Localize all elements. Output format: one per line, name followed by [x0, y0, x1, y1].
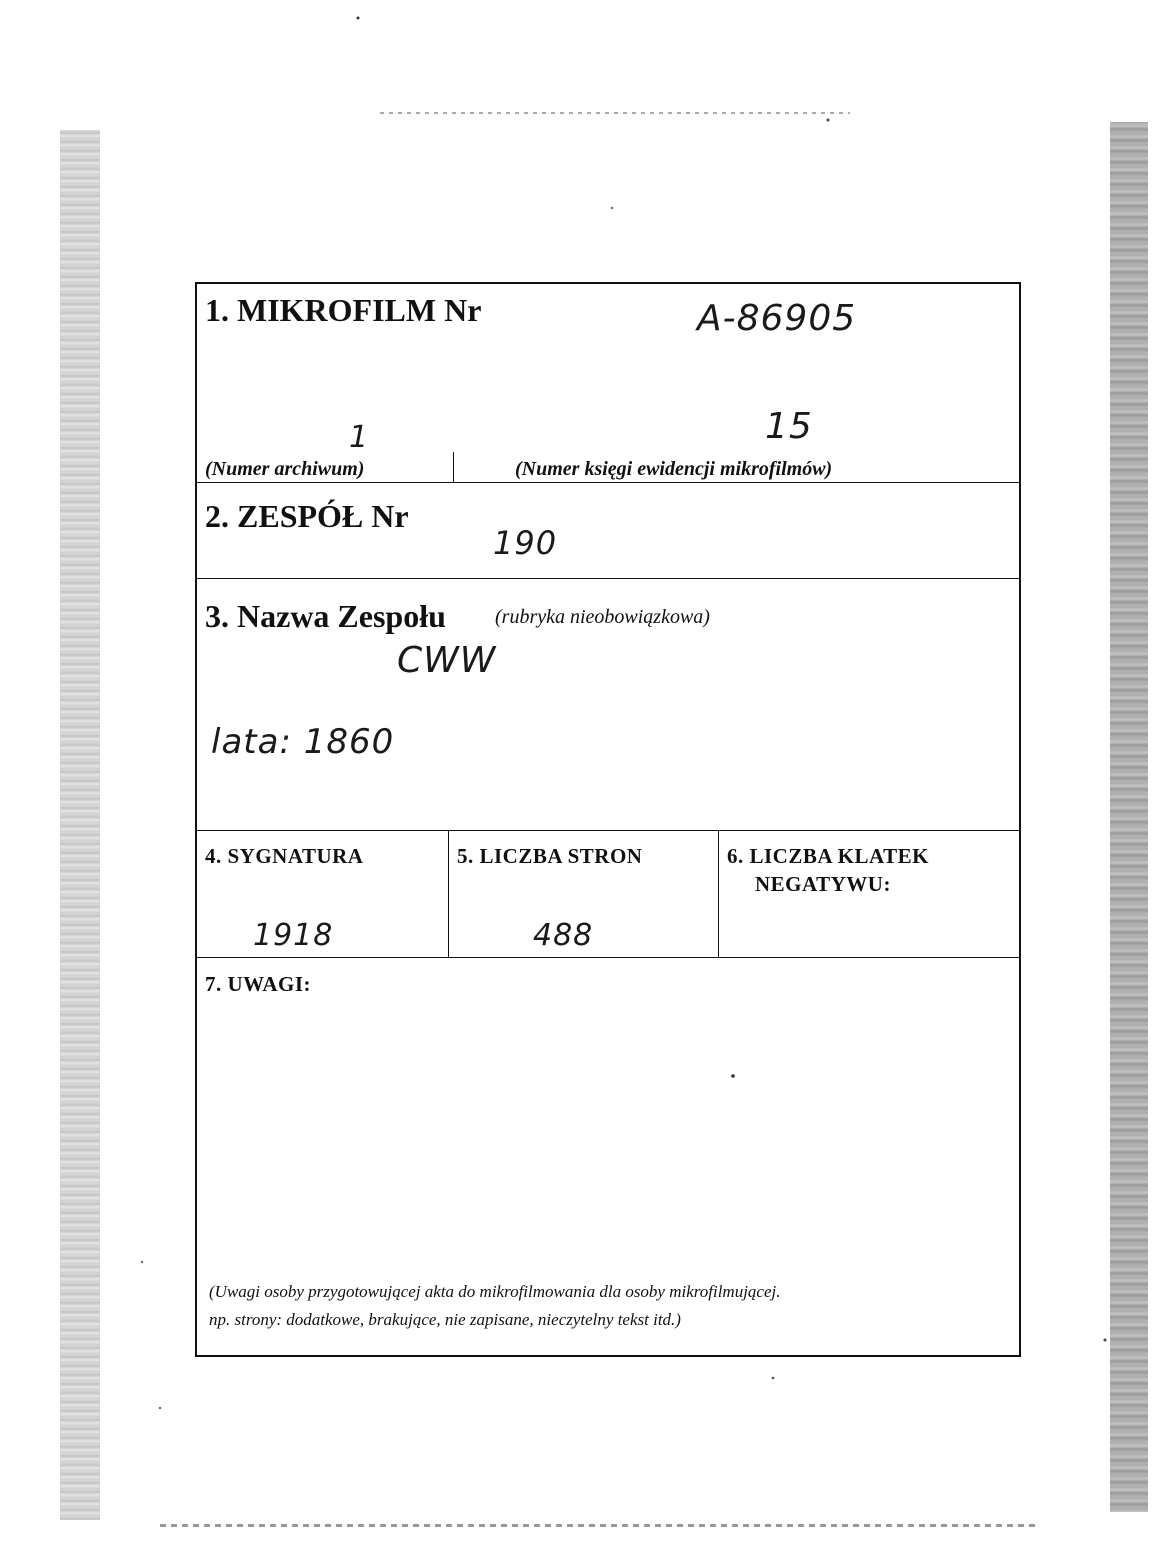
divider-4 — [197, 957, 1019, 958]
microfilm-form — [195, 282, 1021, 1357]
register-number-value: 15 — [765, 406, 813, 447]
page-count-label: 5. LICZBA STRON — [457, 844, 643, 868]
divider-2 — [197, 578, 1019, 579]
register-label: (Numer księgi ewidencji mikrofilmów) — [515, 458, 833, 480]
fonds-name-optional-note: (rubryka nieobowiązkowa) — [495, 606, 710, 628]
fonds-name-value: CWW — [397, 640, 497, 681]
divider-1 — [197, 482, 1019, 483]
fonds-years-value: lata: 1860 — [211, 722, 395, 762]
negative-frames-label: 6. LICZBA KLATEK — [727, 844, 929, 868]
remarks-label: 7. UWAGI: — [205, 972, 312, 996]
fonds-name-label: 3. Nazwa Zespołu — [205, 598, 446, 634]
fonds-number-value: 190 — [493, 524, 558, 562]
negative-frames-label-2: NEGATYWU: — [755, 872, 891, 896]
signature-label: 4. SYGNATURA — [205, 844, 364, 868]
divider-3 — [197, 830, 1019, 831]
remarks-note-line2: np. strony: dodatkowe, brakujące, nie zapisane, nieczytelny tekst itd.) — [209, 1310, 681, 1329]
signature-value: 1918 — [253, 918, 334, 953]
column-divider-1 — [448, 830, 449, 957]
microfilm-number-value: A-86905 — [697, 298, 857, 339]
column-divider-2 — [718, 830, 719, 957]
fonds-number-label: 2. ZESPÓŁ Nr — [205, 498, 409, 534]
field-divider — [453, 452, 454, 482]
archive-number-value: 1 — [349, 420, 370, 455]
archive-number-label: (Numer archiwum) — [205, 458, 365, 480]
remarks-note-line1: (Uwagi osoby przygotowującej akta do mikrofilmowania dla osoby mikrofilmującej. — [209, 1282, 781, 1301]
microfilm-number-label: 1. MIKROFILM Nr — [205, 292, 482, 328]
page-count-value: 488 — [533, 918, 594, 953]
